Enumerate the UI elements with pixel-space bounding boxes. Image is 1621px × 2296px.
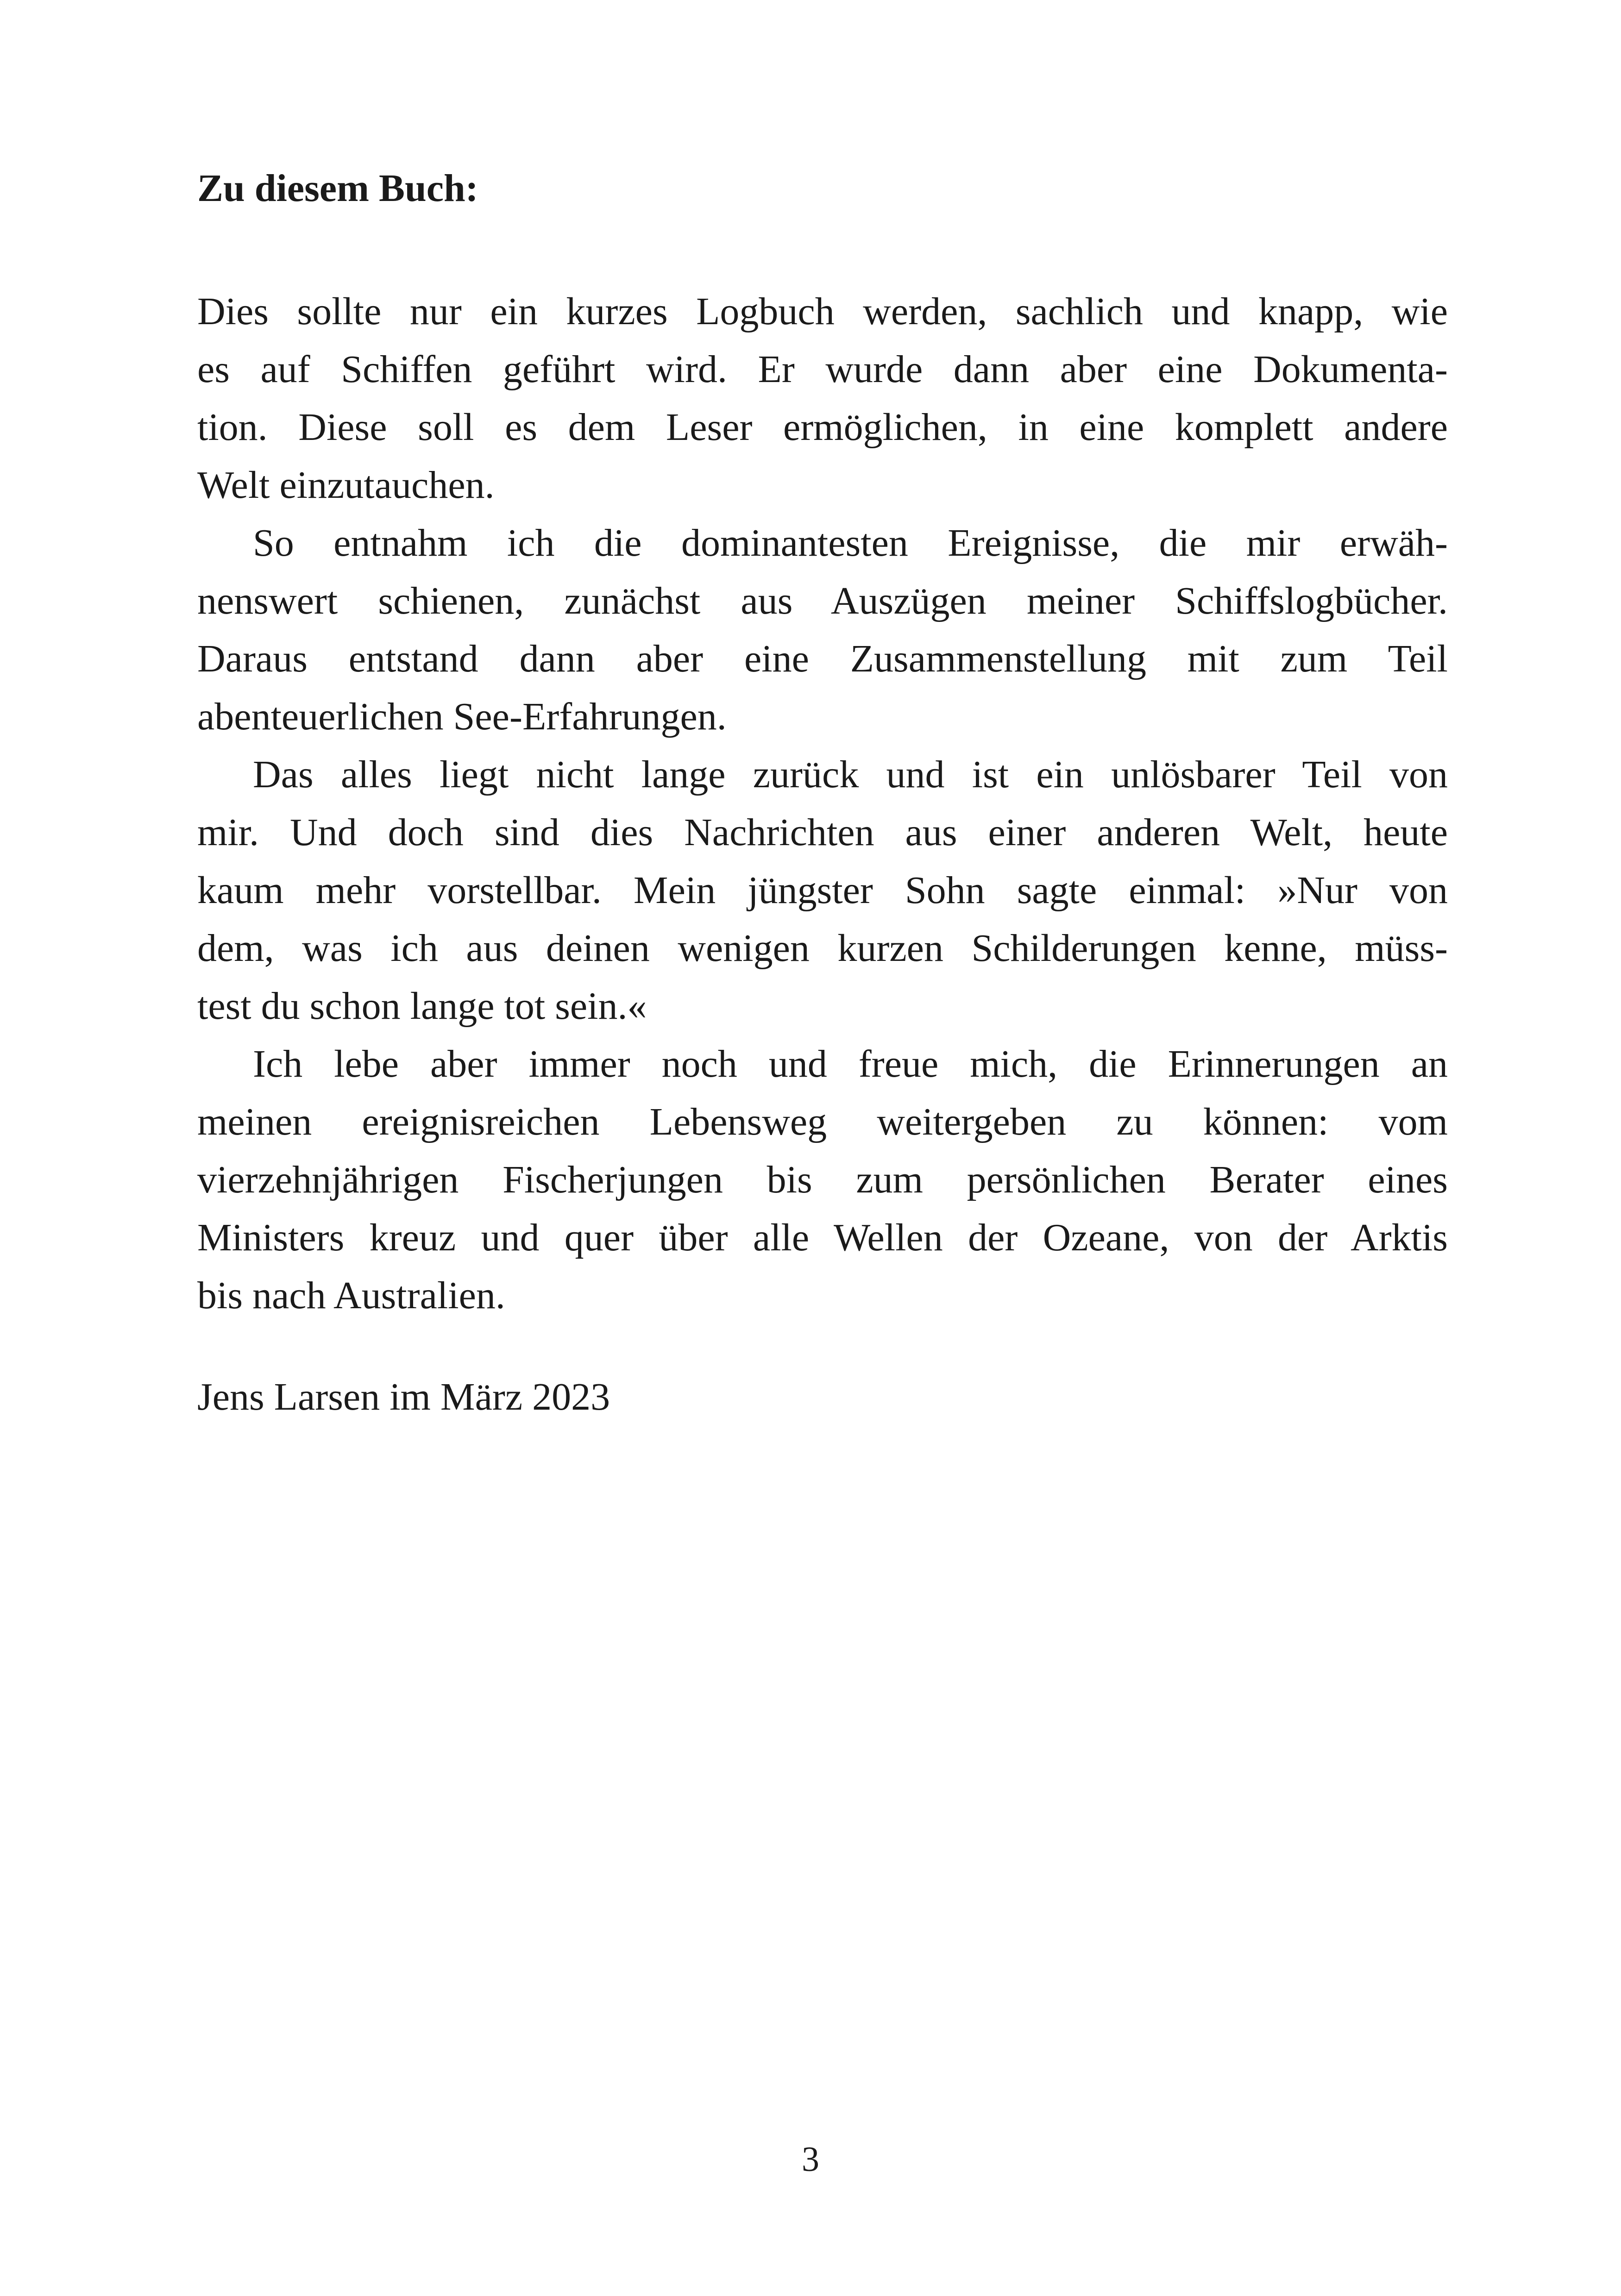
text-line: kaum mehr vorstellbar. Mein jüngster Sohn sagte einmal: »Nur von: [197, 869, 1448, 912]
paragraph: [197, 282, 1448, 514]
text-line: abenteuerlichen See-Erfahrungen.: [197, 695, 727, 738]
text-line: Welt einzutauchen.: [197, 464, 495, 507]
text-line: Daraus entstand dann aber eine Zusammenstellung mit zum Teil: [197, 637, 1448, 680]
paragraph: [197, 1035, 1448, 1324]
section-heading: Zu diesem Buch:: [197, 167, 478, 210]
text-line: Ministers kreuz und quer über alle Wellen der Ozeane, von der Arktis: [197, 1216, 1448, 1259]
text-line: test du schon lange tot sein.«: [197, 985, 647, 1028]
text-line: dem, was ich aus deinen wenigen kurzen Schilderungen kenne, müss-: [197, 927, 1448, 970]
text-line: Dies sollte nur ein kurzes Logbuch werden, sachlich und knapp, wie: [197, 290, 1448, 333]
text-line: So entnahm ich die dominantesten Ereignisse, die mir erwäh-: [253, 521, 1448, 565]
text-line: mir. Und doch sind dies Nachrichten aus einer anderen Welt, heute: [197, 811, 1448, 854]
text-line: nenswert schienen, zunächst aus Auszügen meiner Schiffslogbücher.: [197, 579, 1448, 622]
paragraph: [197, 514, 1448, 746]
text-line: es auf Schiffen geführt wird. Er wurde dann aber eine Dokumenta-: [197, 348, 1448, 391]
author-signature-line: Jens Larsen im März 2023: [197, 1375, 610, 1418]
text-line: bis nach Australien.: [197, 1274, 505, 1317]
text-line: meinen ereignisreichen Lebensweg weitergeben zu können: vom: [197, 1100, 1448, 1143]
text-line: tion. Diese soll es dem Leser ermöglichen, in eine komplett andere: [197, 406, 1448, 449]
page-number: 3: [802, 2140, 819, 2179]
text-line: Ich lebe aber immer noch und freue mich, die Erinnerungen an: [253, 1042, 1448, 1085]
paragraph: [197, 746, 1448, 1035]
text-line: vierzehnjährigen Fischerjungen bis zum persönlichen Berater eines: [197, 1158, 1448, 1201]
preface-body: [197, 282, 1448, 1324]
text-line: Das alles liegt nicht lange zurück und ist ein unlösbarer Teil von: [253, 753, 1448, 796]
